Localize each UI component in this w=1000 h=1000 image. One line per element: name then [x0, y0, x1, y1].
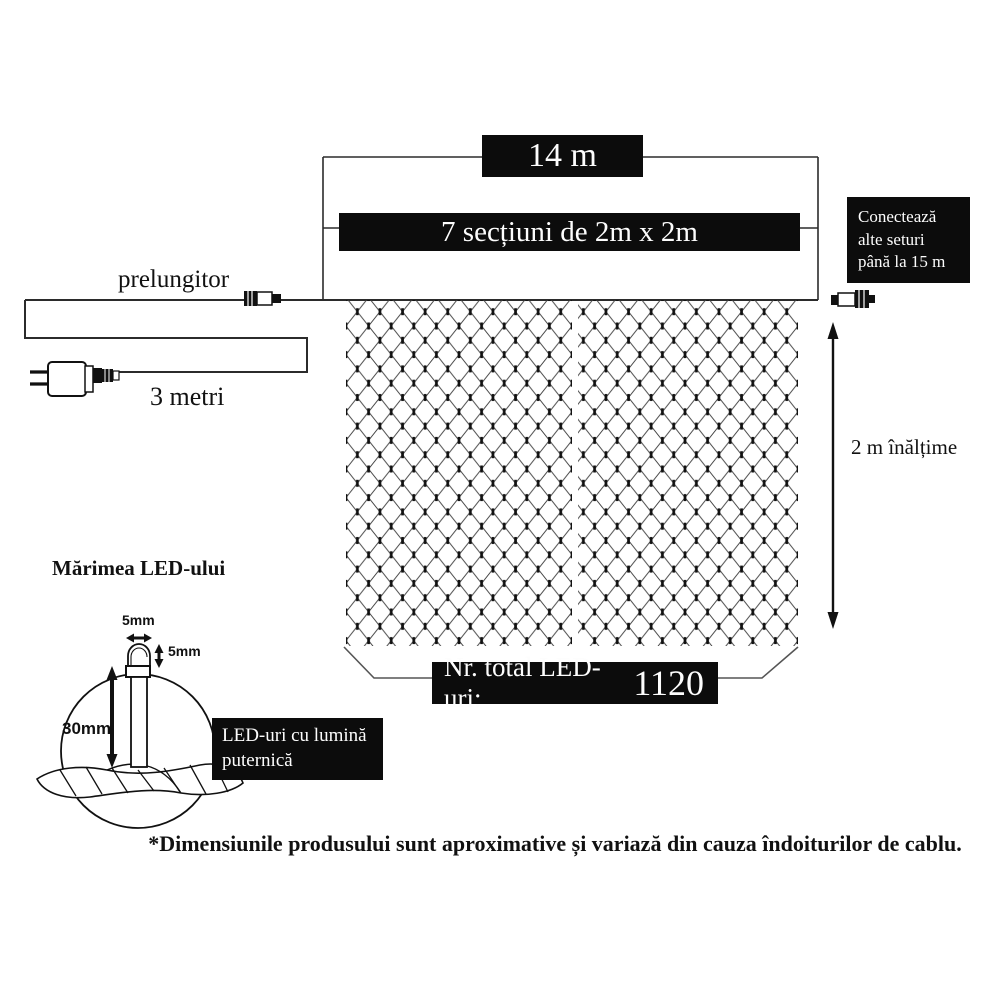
sections-label: 7 secțiuni de 2m x 2m	[441, 215, 698, 248]
cable-length-label: 3 metri	[150, 382, 225, 411]
callout-text	[222, 724, 367, 773]
total-led-value: 1120	[633, 663, 704, 703]
bulb-height-label: 5mm	[168, 643, 201, 659]
led-net-mesh	[346, 300, 798, 646]
top-width-banner	[482, 135, 643, 177]
connect-sets-box	[847, 197, 970, 283]
wire-connector-right	[831, 290, 875, 308]
led-brightness-callout	[212, 718, 383, 780]
net-height-label: 2 m înălțime	[851, 435, 958, 459]
top-width-label: 14 m	[528, 137, 597, 174]
sections-banner	[339, 213, 800, 251]
body-length-label: 30mm	[62, 719, 112, 738]
power-plug	[30, 362, 119, 396]
connect-line-2: alte seturi	[858, 229, 925, 249]
callout-line-1: LED-uri cu lumină	[222, 725, 367, 747]
wire-connector-left	[244, 291, 281, 306]
total-led-banner	[432, 652, 718, 713]
bulb-width-label: 5mm	[122, 612, 155, 628]
connect-sets-text	[858, 206, 945, 275]
callout-line-2: puternică	[222, 750, 293, 771]
height-arrow	[828, 322, 839, 629]
led-size-heading: Mărimea LED-ului	[52, 556, 226, 580]
disclaimer-text: *Dimensiunile produsului sunt aproximative și variază din cauza îndoiturilor de cablu.	[148, 831, 962, 856]
connect-line-1: Conectează	[858, 206, 937, 226]
extension-cord-label: prelungitor	[118, 266, 230, 293]
connect-line-3: până la 15 m	[858, 252, 946, 272]
total-led-label: Nr. total LED-uri:	[444, 652, 601, 713]
